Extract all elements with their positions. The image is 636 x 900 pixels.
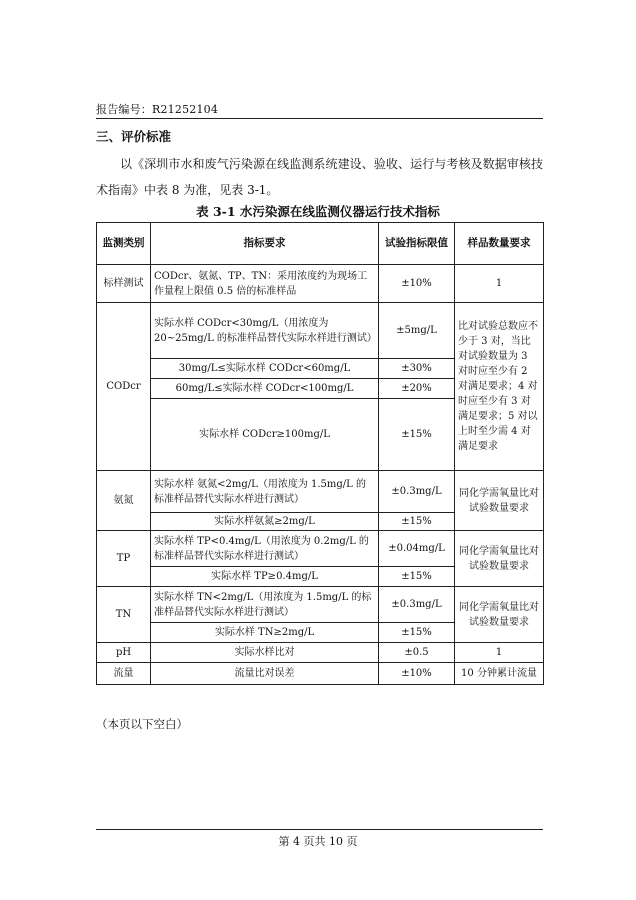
cell-count: 10 分钟累计流量 xyxy=(455,663,544,685)
cell-limit: ±0.3mg/L xyxy=(379,587,455,623)
cell-requirement: 实际水样 氨氮<2mg/L（用浓度为 1.5mg/L 的标准样品替代实际水样进行测试） xyxy=(151,471,379,513)
cell-requirement: 实际水样 TP≥0.4mg/L xyxy=(151,567,379,587)
page-number: 第 4 页共 10 页 xyxy=(278,835,358,848)
cell-count: 同化学需氧量比对试验数量要求 xyxy=(455,531,544,587)
cell-limit: ±10% xyxy=(379,663,455,685)
cell-limit: ±15% xyxy=(379,399,455,471)
cell-requirement: 实际水样 TP<0.4mg/L（用浓度为 0.2mg/L 的标准样品替代实际水样进行测试） xyxy=(151,531,379,567)
table-row-biaoyang xyxy=(97,265,544,303)
cell-requirement: 60mg/L≤实际水样 CODcr<100mg/L xyxy=(151,379,379,399)
cell-limit: ±5mg/L xyxy=(379,303,455,359)
cell-requirement: 实际水样氨氮≥2mg/L xyxy=(151,513,379,531)
cell-limit: ±0.5 xyxy=(379,643,455,663)
header-requirement: 指标要求 xyxy=(151,223,379,265)
cell-requirement: 实际水样 TN≥2mg/L xyxy=(151,623,379,643)
table-header-row xyxy=(97,223,544,265)
cell-requirement: 实际水样比对 xyxy=(151,643,379,663)
report-number: 报告编号：R21252104 xyxy=(96,103,219,116)
header-divider xyxy=(96,118,543,119)
intro-paragraph: 以《深圳市水和废气污染源在线监测系统建设、验收、运行与考核及数据审核技术指南》中表 8 为准，见表 3-1。 xyxy=(96,157,543,197)
blank-page-note: （本页以下空白） xyxy=(96,717,188,731)
cell-limit: ±30% xyxy=(379,359,455,379)
header-category: 监测类别 xyxy=(97,223,151,265)
cell-count: 比对试验总数应不少于 3 对，当比对试验数量为 3 对时应至少有 2 对满足要求；4 对时应至少有 3 对满足要求；5 对以上时至少需 4 对满足要求 xyxy=(455,303,544,471)
cell-category: CODcr xyxy=(97,303,151,471)
cell-limit: ±0.3mg/L xyxy=(379,471,455,513)
cell-category: TN xyxy=(97,587,151,643)
section-title: 三、评价标准 xyxy=(96,129,172,144)
cell-requirement: 30mg/L≤实际水样 CODcr<60mg/L xyxy=(151,359,379,379)
table-row-nh3-1 xyxy=(97,471,544,513)
cell-count: 1 xyxy=(455,265,544,303)
cell-limit: ±15% xyxy=(379,567,455,587)
cell-limit: ±0.04mg/L xyxy=(379,531,455,567)
cell-category: 流量 xyxy=(97,663,151,685)
cell-category: pH xyxy=(97,643,151,663)
cell-requirement: 实际水样 CODcr≥100mg/L xyxy=(151,399,379,471)
table-row-tp-1 xyxy=(97,531,544,567)
cell-limit: ±20% xyxy=(379,379,455,399)
cell-category: TP xyxy=(97,531,151,587)
cell-count: 同化学需氧量比对试验数量要求 xyxy=(455,471,544,531)
table-row-ph xyxy=(97,643,544,663)
cell-requirement: CODcr、氨氮、TP、TN：采用浓度约为现场工作量程上限值 0.5 倍的标准样品 xyxy=(151,265,379,303)
spec-table xyxy=(96,222,544,685)
table-row-flow xyxy=(97,663,544,685)
table-row-tn-1 xyxy=(97,587,544,623)
cell-limit: ±10% xyxy=(379,265,455,303)
cell-requirement: 实际水样 TN<2mg/L（用浓度为 1.5mg/L 的标准样品替代实际水样进行测试） xyxy=(151,587,379,623)
header-limit: 试验指标限值 xyxy=(379,223,455,265)
cell-category: 标样测试 xyxy=(97,265,151,303)
cell-limit: ±15% xyxy=(379,513,455,531)
cell-requirement: 流量比对误差 xyxy=(151,663,379,685)
header-count: 样品数量要求 xyxy=(455,223,544,265)
table-title: 表 3-1 水污染源在线监测仪器运行技术指标 xyxy=(196,204,440,219)
footer-divider xyxy=(96,829,543,830)
cell-limit: ±15% xyxy=(379,623,455,643)
cell-category: 氨氮 xyxy=(97,471,151,531)
cell-count: 同化学需氧量比对试验数量要求 xyxy=(455,587,544,643)
table-row-cod-1 xyxy=(97,303,544,359)
cell-requirement: 实际水样 CODcr<30mg/L（用浓度为 20~25mg/L 的标准样品替代实际水样进行测试） xyxy=(151,303,379,359)
cell-count: 1 xyxy=(455,643,544,663)
